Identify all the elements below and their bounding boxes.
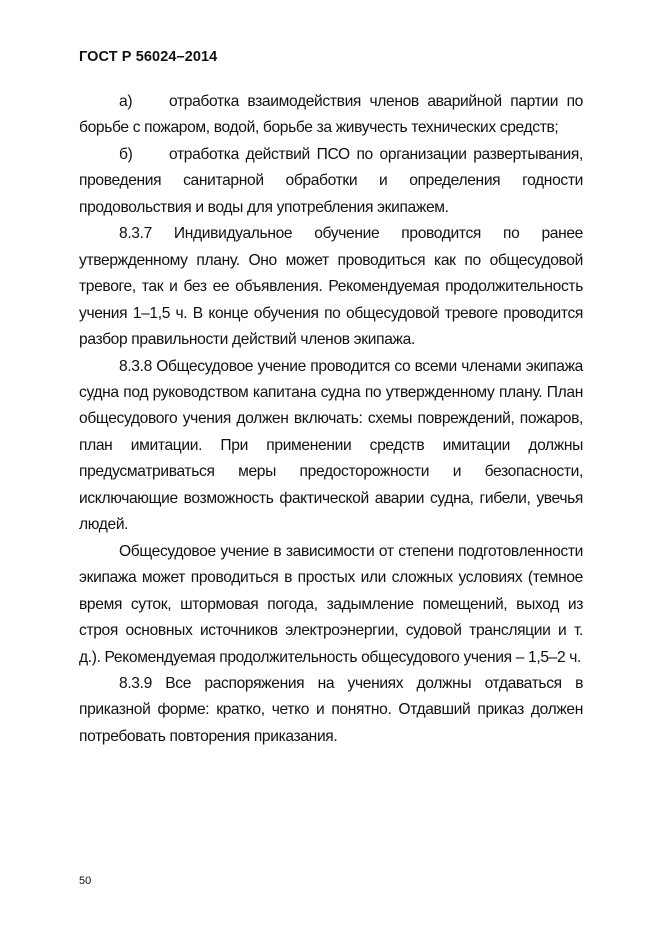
list-item-a xyxy=(79,89,583,142)
paragraph-general-drill: Общесудовое учение в зависимости от степени подготовленности экипажа может проводиться в простых или сложных условиях (темное время суток, штормовая погода, задымление помещений, выход из строя основных источников электроэнергии, судовой трансляции и т. д.). Рекомендуемая продолжительность общесудового учения – 1,5–2 ч. xyxy=(79,542,583,666)
body-text xyxy=(79,89,583,750)
list-item-text: отработка взаимодействия членов аварийной партии по борьбе с пожаром, водой, борьбе за живучесть технических средств; xyxy=(79,93,583,137)
page-number: 50 xyxy=(79,875,92,887)
list-item-label: а) xyxy=(119,93,133,110)
list-item-label: б) xyxy=(119,145,133,163)
paragraph-8-3-7: 8.3.7 Индивидуальное обучение проводится по ранее утвержденному плану. Оно может проводиться как по общесудовой тревоге, так и без ее объявления. Рекомендуемая продолжительность учения 1–1,5 ч. В конце обучения по общесудовой тревоге проводится разбор правильности действий членов экипажа. xyxy=(79,225,583,349)
list-item-b xyxy=(79,142,583,221)
list-item-text: отработка действий ПСО по организации развертывания, проведения санитарной обработки и определения годности продовольствия и воды для употребления экипажем. xyxy=(79,145,583,216)
standard-header: ГОСТ Р 56024–2014 xyxy=(79,49,218,65)
paragraph-8-3-9: 8.3.9 Все распоряжения на учениях должны отдаваться в приказной форме: кратко, четко и понятно. Отдавший приказ должен потребовать повторения приказания. xyxy=(79,674,583,745)
paragraph-8-3-8: 8.3.8 Общесудовое учение проводится со всеми членами экипажа судна под руководством капитана судна по утвержденному плану. План общесудового учения должен включать: схемы повреждений, пожаров, план имитации. При применении средств имитации должны предусматриваться меры предосторожности и безопасности, исключающие возможность фактической аварии судна, гибели, увечья людей. xyxy=(79,357,583,534)
